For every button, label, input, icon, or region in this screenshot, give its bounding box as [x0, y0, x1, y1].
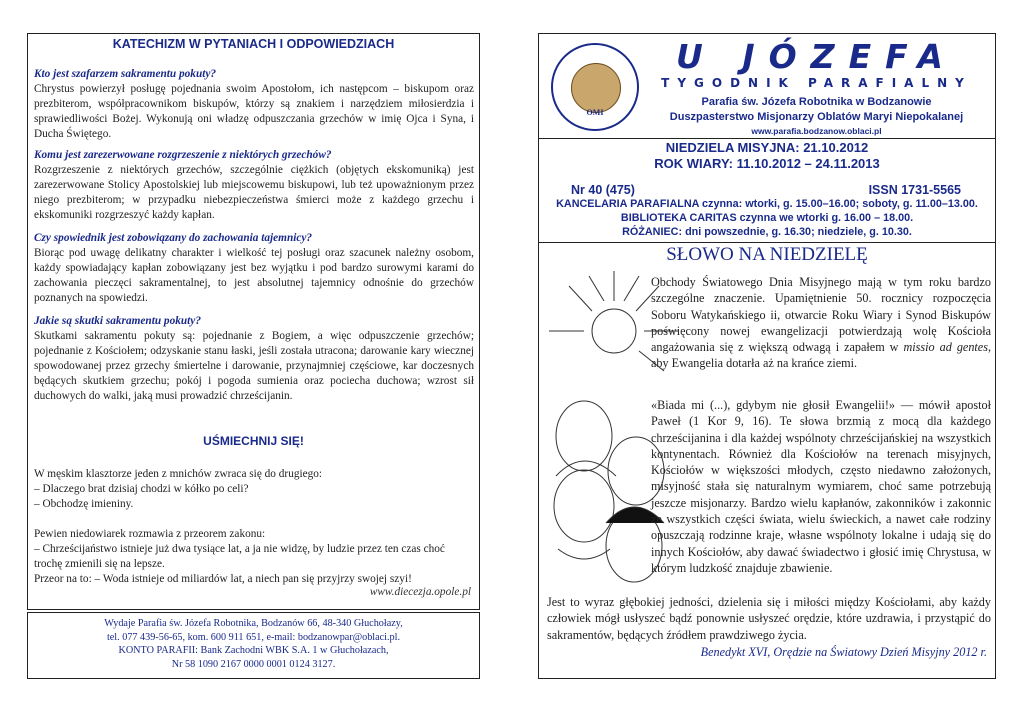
- joke-line: – Dlaczego brat dzisiaj chodzi w kółko po celi?: [34, 482, 249, 495]
- logo-text: OMI: [586, 108, 604, 117]
- parish-logo: [551, 43, 639, 131]
- joke: [34, 527, 474, 587]
- publisher-footer: [27, 612, 480, 679]
- joke-line: Pewien niedowiarek rozmawia z przeorem zakonu:: [34, 528, 266, 540]
- qa-item: [34, 67, 474, 142]
- answer: Rozgrzeszenie z niektórych grzechów, szczególnie ciężkich (objętych ekskomuniką) jest zarezerwowane Stolicy Apostolskiej lub miejscowemu biskupowi, lub też upoważnionym przez niego prezbiterom; w przypadku niebezpieczeństwa śmierci może z każdego grzechu i ekskomuniki rozgrzeszyć każdy kapłan.: [34, 163, 474, 221]
- article-paragraph: Jest to wyraz głębokiej jedności, dzielenia się i miłości między Kościołami, aby każdy człowiek mógł usłyszeć bądź ponownie usłyszeć orędzie, które uzdrawia, i przystąpić do sakramentów, będących źródłem prawdziwego życia.: [547, 595, 991, 642]
- year-of-faith: ROK WIARY: 11.10.2012 – 24.11.2013: [654, 156, 880, 171]
- question: Komu jest zarezerwowane rozgrzeszenie z niektórych grzechów?: [34, 149, 332, 161]
- issn: ISSN 1731-5565: [868, 183, 961, 197]
- office-hours: KANCELARIA PARAFIALNA czynna: wtorki, g. 15.00–16.00; soboty, g. 11.00–13.00.: [556, 198, 978, 210]
- source-link[interactable]: www.diecezja.opole.pl: [369, 586, 471, 598]
- article-signature: Benedykt XVI, Orędzie na Światowy Dzień Misyjny 2012 r.: [700, 645, 987, 659]
- paragraph-text: , aby Ewangelia dotarła aż na krańce ziemi.: [651, 340, 992, 371]
- issue-number: Nr 40 (475): [571, 183, 635, 197]
- catechism-panel: [27, 33, 480, 610]
- newsletter-title: U JÓZEFA: [676, 37, 957, 76]
- footer-line: Nr 58 1090 2167 0000 0001 0124 3127.: [171, 658, 336, 670]
- question: Czy spowiednik jest zobowiązany do zachowania tajemnicy?: [34, 232, 313, 244]
- question: Jakie są skutki sakramentu pokuty?: [34, 315, 201, 327]
- joke-line: – Obchodzę imieniny.: [34, 497, 134, 510]
- footer-line: tel. 077 439-56-65, kom. 600 911 651, e-mail: bodzanowpar@oblaci.pl.: [106, 631, 401, 643]
- joke: [34, 467, 474, 512]
- rosary-hours: RÓŻANIEC: dni powszednie, g. 16.30; niedziele, g. 10.30.: [622, 226, 912, 238]
- joke-line: W męskim klasztorze jeden z mnichów zwraca się do drugiego:: [34, 468, 323, 480]
- article-paragraph: [651, 274, 991, 372]
- newsletter-subtitle: TYGODNIK PARAFIALNY: [661, 76, 972, 90]
- qa-item: [34, 231, 474, 306]
- article-title: SŁOWO NA NIEDZIELĘ: [666, 244, 868, 265]
- parish-name: Parafia św. Józefa Robotnika w Bodzanowie: [701, 96, 932, 108]
- sunday-word-article: [538, 243, 996, 679]
- footer-line: KONTO PARAFII: Bank Zachodni WBK S.A. 1 w Głuchołazach,: [118, 645, 389, 656]
- paragraph-italic: missio ad gentes: [903, 340, 988, 355]
- footer-line: Wydaje Parafia św. Józefa Robotnika, Bodzanów 66, 48-340 Głuchołazy,: [104, 618, 403, 629]
- qa-item: [34, 314, 474, 403]
- humor-title: UŚMIECHNIJ SIĘ!: [203, 434, 304, 448]
- saint-joseph-icon: [571, 63, 621, 113]
- joke-line: – Chrześcijaństwo istnieje już dwa tysiące lat, a ja nie widzę, by ludzie przez ten czas choć trochę zmienili się na lepsze.: [34, 542, 445, 570]
- masthead: [538, 33, 996, 139]
- sunday-label: NIEDZIELA MISYJNA: 21.10.2012: [665, 140, 869, 155]
- question: Kto jest szafarzem sakramentu pokuty?: [34, 68, 217, 80]
- qa-item: [34, 148, 474, 223]
- ministry-name: Duszpasterstwo Misjonarzy Oblatów Maryi Niepokalanej: [669, 111, 964, 123]
- answer: Biorąc pod uwagę delikatny charakter i wielkość tej posługi oraz szacunek należny osobom, każdy spowiadający kapłan zobowiązany jest bez wyjątku i pod bardzo surowymi karami do zachowania pieczęci sakramentalnej, to jest absolutnej tajemnicy odnośnie do grzechów poznanych na spowiedzi.: [34, 246, 474, 304]
- issue-info: [538, 139, 996, 243]
- catechism-title: KATECHIZM W PYTANIACH I ODPOWIEDZIACH: [112, 37, 395, 51]
- article-paragraph: «Biada mi (...), gdybym nie głosił Ewangelii!» — mówił apostoł Paweł (1 Kor 9, 16). Te słowa brzmią z mocą dla każdego chrześcijanina i dla każdej wspólnoty chrześcijańskiej na wszystkich kontynentach. Również dla Kościołów na terenach misyjnych, Kościołów w większości młodych, często niedawno założonych, misyjność stała się naturalnym wymiarem, choć same potrzebują jeszcze misjonarzy. Bardzo wielu kapłanów, zakonników i zakonnic ze wszystkich części świata, wielu świeckich, a nawet całe rodziny opuszczają rodzinne kraje, własne wspólnoty lokalne i udają się do innych Kościołów, aby dawać świadectwo i głosić imię Chrystusa, w którym ludzkość znajduje zbawienie.: [651, 398, 991, 575]
- paragraph-text: Obchody Światowego Dnia Misyjnego mają w tym roku bardzo szczególne znaczenie. Upamiętnienie 50. rocznicy rozpoczęcia Soboru Watykańskiego ii, otwarcie Roku Wiary i Synod Biskupów poświęcony nowej ewangelizacji potwierdzają wolę Kościoła angażowania się z większą odwagą i zapałem w: [651, 275, 991, 355]
- joke-line: Przeor na to: – Woda istnieje od miliardów lat, a niech pan się przyjrzy swojej szyi!: [34, 572, 412, 585]
- parish-url[interactable]: www.parafia.bodzanow.oblaci.pl: [751, 126, 882, 136]
- answer: Chrystus powierzył posługę pojednania swoim Apostołom, ich następcom – biskupom oraz prezbiterom, współpracownikom biskupów, którzy są znakiem i narzędziem miłosierdzia i sprawiedliwości Bożej. Wykonują oni władzę odpuszczania grzechów w imię Ojca i Syna, i Ducha Świętego.: [34, 82, 474, 140]
- library-hours: BIBLIOTEKA CARITAS czynna we wtorki g. 16.00 – 18.00.: [620, 212, 914, 224]
- answer: Skutkami sakramentu pokuty są: pojednanie z Bogiem, a więc odpuszczenie grzechów; pojednanie z Kościołem; odzyskanie stanu łaski, jeśli została utracona; darowanie kary wiecznej spowodowanej przez grzechy śmiertelne i darowanie, przynajmniej częściowe, kar doczesnych będących skutkiem grzechu; pokój i pogoda sumienia oraz pociecha duchowa; wzrost sił duchowych do walki, jaką musi prowadzić chrześcijanin.: [34, 329, 474, 402]
